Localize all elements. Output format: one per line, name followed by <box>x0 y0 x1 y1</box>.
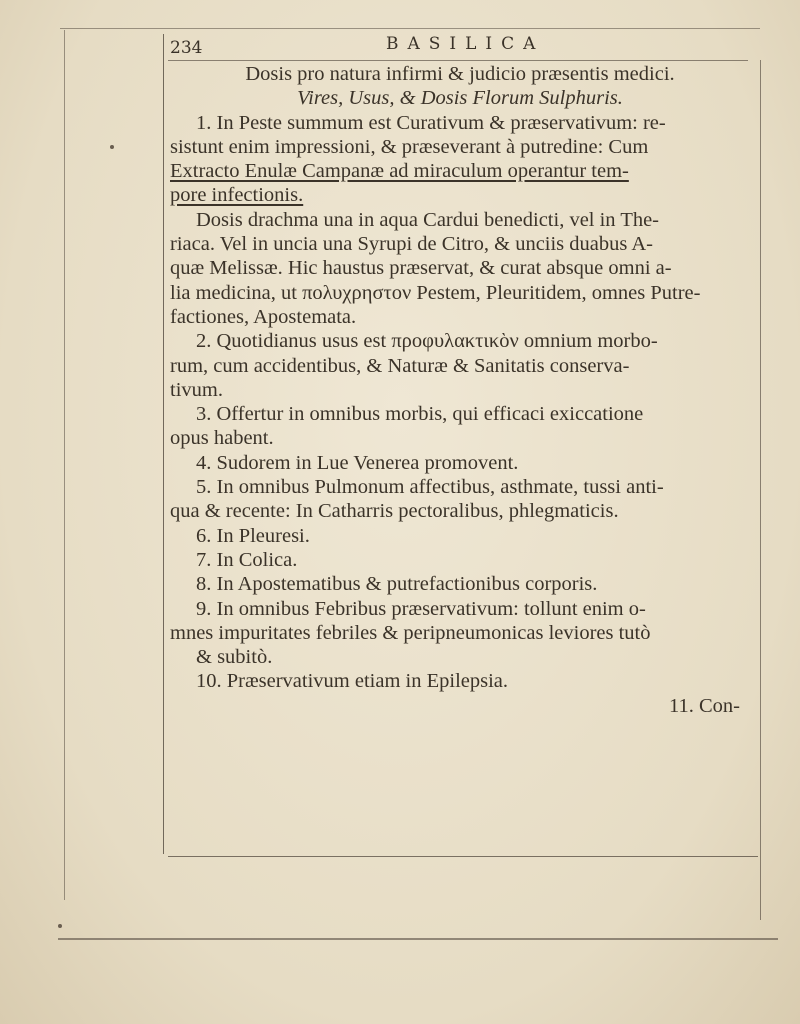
ink-speck <box>110 145 114 149</box>
text-line: mnes impuritates febriles & peripneumonicas leviores tutò <box>170 621 651 644</box>
text-line: Dosis pro natura infirmi & judicio præsentis medici. <box>245 63 675 85</box>
text-line: 4. Sudorem in Lue Venerea promovent. <box>196 451 519 474</box>
body-text <box>170 62 750 718</box>
right-rule <box>760 60 761 920</box>
text-line: 5. In omnibus Pulmonum affectibus, asthmate, tussi anti- <box>196 476 664 499</box>
text-line: Dosis drachma una in aqua Cardui benedicti, vel in The- <box>196 208 660 231</box>
text-line: pore infectionis. <box>170 184 304 207</box>
outer-left-rule <box>64 30 65 900</box>
ink-speck <box>58 924 62 928</box>
text-line: 1. In Peste summum est Curativum & præservativum: re- <box>196 111 666 134</box>
text-line: 2. Quotidianus usus est προφυλακτικὸν omnium morbo- <box>196 330 658 353</box>
running-title: BASILICA <box>386 34 545 54</box>
text-line: 3. Offertur in omnibus morbis, qui efficaci exiccatione <box>196 403 644 426</box>
text-line: & subitò. <box>196 646 273 669</box>
lower-rule <box>58 938 778 940</box>
page-number: 234 <box>170 38 203 58</box>
text-line: 9. In omnibus Febribus præservativum: tollunt enim o- <box>196 597 646 620</box>
text-line: quæ Melissæ. Hic haustus præservat, & curat absque omni a- <box>170 257 672 280</box>
text-line: tivum. <box>170 378 223 401</box>
section-heading: Vires, Usus, & Dosis Florum Sulphuris. <box>297 87 623 110</box>
inner-left-rule <box>163 34 164 854</box>
text-line: lia medicina, ut πολυχρηστον Pestem, Pleuritidem, omnes Putre- <box>170 281 701 304</box>
text-line: 6. In Pleuresi. <box>196 524 310 547</box>
top-rule <box>60 28 760 29</box>
text-line: rum, cum accidentibus, & Naturæ & Sanitatis conserva- <box>170 354 630 377</box>
text-line: 7. In Colica. <box>196 548 298 571</box>
text-line: 10. Præservativum etiam in Epilepsia. <box>196 670 509 693</box>
text-line: sistunt enim impressioni, & præseverant à putredine: Cum <box>170 135 649 158</box>
text-line: qua & recente: In Catharris pectoralibus, phlegmaticis. <box>170 500 619 523</box>
text-line: 8. In Apostematibus & putrefactionibus corporis. <box>196 573 598 596</box>
text-line: riaca. Vel in uncia una Syrupi de Citro, & unciis duabus A- <box>170 233 653 256</box>
text-line: opus habent. <box>170 427 274 450</box>
text-line: factiones, Apostemata. <box>170 305 357 328</box>
header-rule <box>168 60 748 61</box>
text-line: Extracto Enulæ Campanæ ad miraculum operantur tem- <box>170 160 629 183</box>
catchword: 11. Con- <box>669 694 740 717</box>
bottom-rule <box>168 856 758 857</box>
